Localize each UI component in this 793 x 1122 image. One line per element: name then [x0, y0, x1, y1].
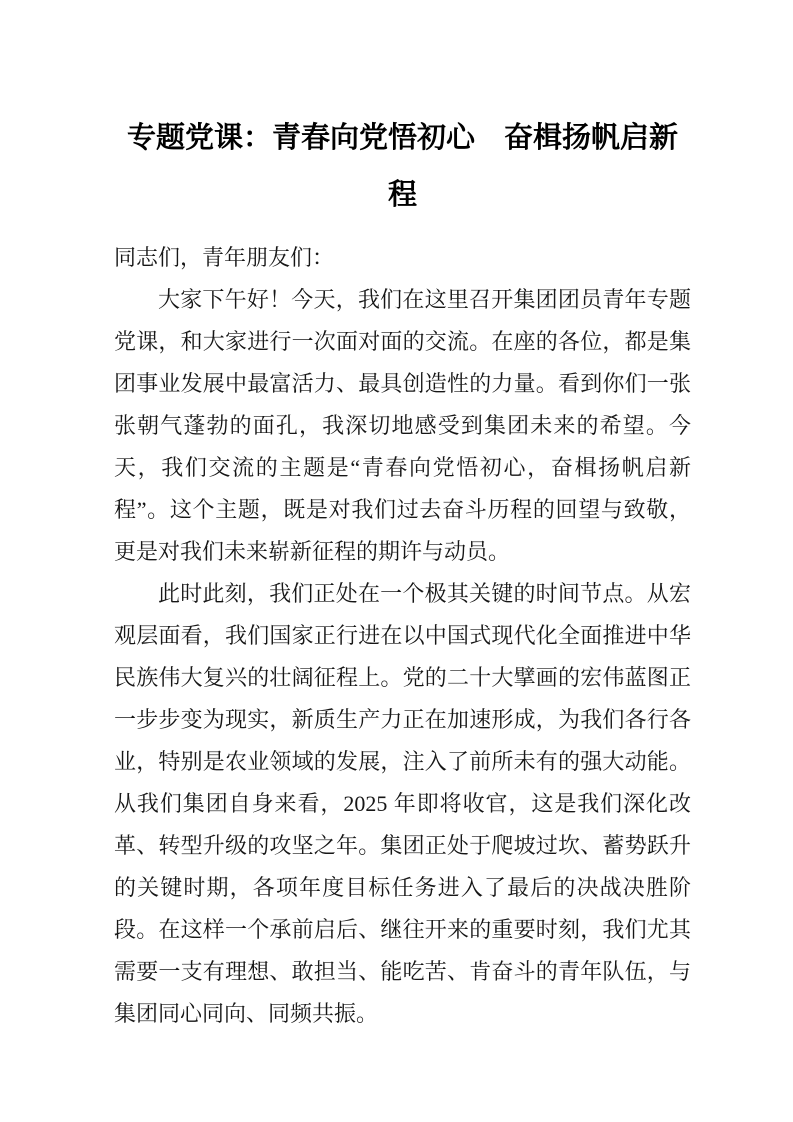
body-paragraph-1: 大家下午好！今天，我们在这里召开集团团员青年专题党课，和大家进行一次面对面的交流。在座的各位，都是集团事业发展中最富活力、最具创造性的力量。看到你们一张张朝气蓬勃的面孔，我深切地感受到集团未来的希望。今天，我们交流的主题是“青春向党悟初心，奋楫扬帆启新程”。这个主题，既是对我们过去奋斗历程的回望与致敬，更是对我们未来崭新征程的期许与动员。 — [114, 287, 691, 564]
body-paragraph-2: 此时此刻，我们正处在一个极其关键的时间节点。从宏观层面看，我们国家正行进在以中国式现代化全面推进中华民族伟大复兴的壮阔征程上。党的二十大擘画的宏伟蓝图正一步步变为现实，新质生产力正在加速形成，为我们各行各业，特别是农业领域的发展，注入了前所未有的强大动能。从我们集团自身来看，2025 年即将收官，这是我们深化改革、转型升级的攻坚之年。集团正处于爬坡过坎、蓄势跃升的关键时期，各项年度目标任务进入了最后的决战决胜阶段。在这样一个承前启后、继往开来的重要时刻，我们尤其需要一支有理想、敢担当、能吃苦、肯奋斗的青年队伍，与集团同心同向、同频共振。 — [114, 581, 691, 1026]
salutation-paragraph: 同志们，青年朋友们： — [114, 245, 335, 270]
document-title: 专题党课：青春向党悟初心 奋楫扬帆启新程 — [126, 122, 678, 211]
document-body — [114, 237, 691, 1035]
